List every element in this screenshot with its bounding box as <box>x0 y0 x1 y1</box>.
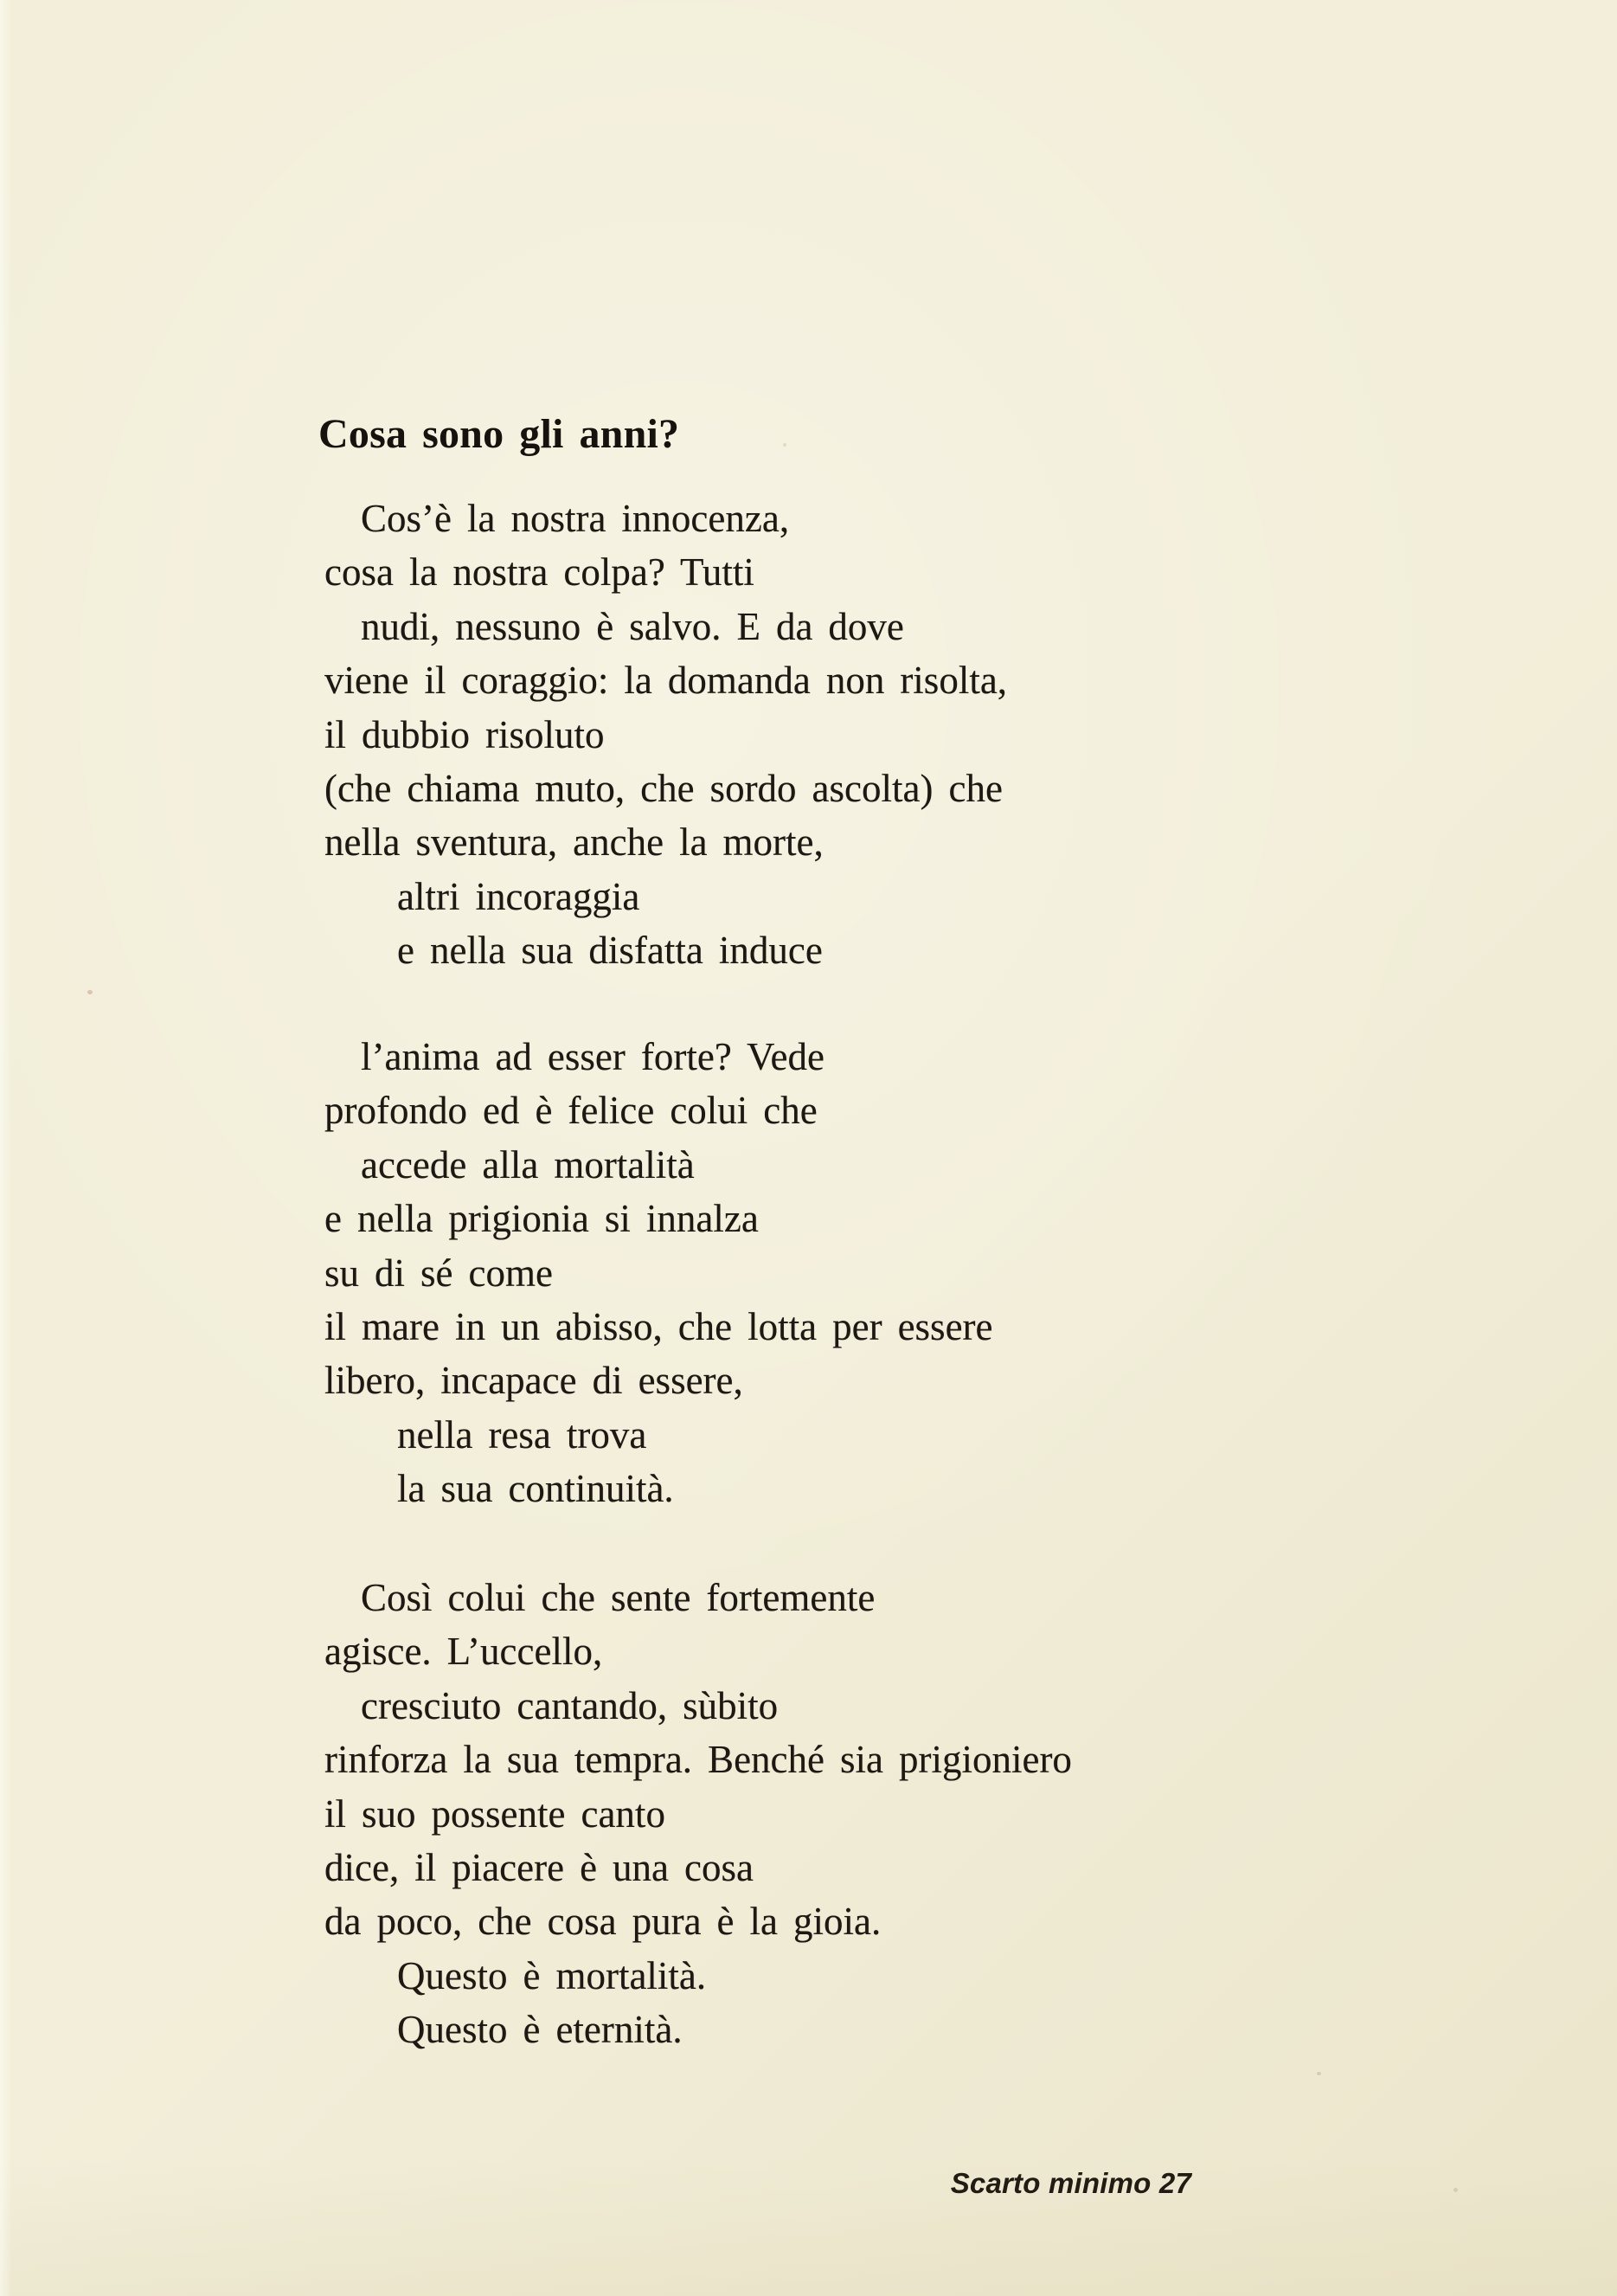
poem-line: Cos’è la nostra innocenza, <box>361 497 790 540</box>
poem-line: nella resa trova <box>397 1412 647 1457</box>
poem-title: Cosa sono gli anni? <box>318 411 680 458</box>
paper-speck <box>1317 2072 1321 2075</box>
poem-line: e nella prigionia si innalza <box>324 1197 759 1241</box>
stanza <box>324 1030 993 1516</box>
paper-speck <box>87 990 93 994</box>
poem-line: profondo ed è felice colui che <box>324 1089 818 1133</box>
poem-line: accede alla mortalità <box>361 1142 695 1187</box>
running-footer <box>951 2167 1191 2200</box>
poem-line: dice, il piacere è una cosa <box>324 1846 754 1890</box>
poem-line: libero, incapace di essere, <box>324 1359 743 1403</box>
poem-line: da poco, che cosa pura è la gioia. <box>324 1900 882 1944</box>
poem-line: su di sé come <box>324 1251 553 1295</box>
poem-line: agisce. L’uccello, <box>324 1630 603 1674</box>
poem-line: Questo è mortalità. <box>397 1953 707 1997</box>
paper-speck <box>1453 2188 1458 2192</box>
footer-series-title: Scarto minimo <box>950 2167 1152 2199</box>
poem-line: il mare in un abisso, che lotta per essere <box>324 1305 993 1349</box>
poem-line: la sua continuità. <box>397 1467 674 1511</box>
poem-line: nella sventura, anche la morte, <box>324 820 824 865</box>
poem-line: l’anima ad esser forte? Vede <box>361 1035 825 1078</box>
poem-line: il suo possente canto <box>324 1791 665 1836</box>
poem-line: altri incoraggia <box>397 874 640 918</box>
poem-line: rinforza la sua tempra. Benché sia prigioniero <box>324 1738 1072 1782</box>
paper-speck <box>783 443 786 447</box>
poem-line: nudi, nessuno è salvo. E da dove <box>361 604 904 648</box>
footer-page-number: 27 <box>1158 2167 1191 2199</box>
stanza <box>324 492 1007 978</box>
stanza <box>324 1571 1072 2057</box>
poem-line: Questo è eternità. <box>397 2008 683 2052</box>
poem-line: viene il coraggio: la domanda non risolta, <box>324 659 1008 703</box>
poem-line: cresciuto cantando, sùbito <box>361 1683 779 1727</box>
poem-line: (che chiama muto, che sordo ascolta) che <box>324 767 1003 811</box>
poem-line: Così colui che sente fortemente <box>361 1576 876 1619</box>
poem-line: cosa la nostra colpa? Tutti <box>324 550 754 595</box>
poem-line: e nella sua disfatta induce <box>397 929 823 973</box>
poem-line: il dubbio risoluto <box>324 712 605 756</box>
